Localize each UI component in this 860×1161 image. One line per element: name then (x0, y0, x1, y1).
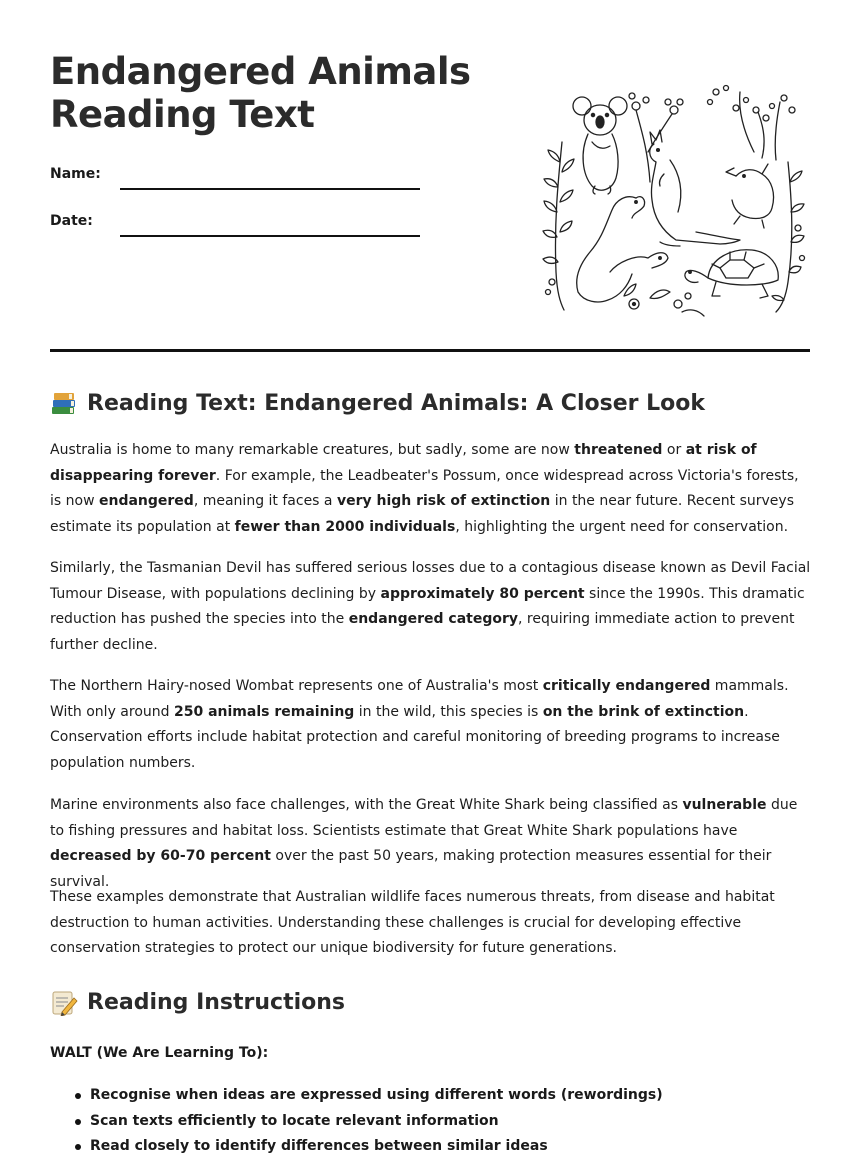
highlight-term: on the brink of extinction (542, 703, 745, 720)
learning-goal-item: Read closely to identify differences between similar ideas (50, 1134, 663, 1160)
date-write-line[interactable] (120, 235, 420, 237)
bilby-icon (726, 164, 774, 228)
left-vine-icon (543, 142, 574, 310)
paragraph-3: The Northern Hairy-nosed Wombat represents one of Australia's most critically endangered mammals. With only around 250 animals remaining in the wild, this species is on the brink of extinction. Conservation efforts include habitat protection and careful monitoring of breeding programs to increase population numbers. (50, 678, 789, 771)
title-line-2: Reading Text (50, 93, 315, 136)
flowering-tree-icon (708, 86, 796, 161)
kangaroo-icon (650, 130, 740, 246)
paragraph-5: These examples demonstrate that Australian wildlife faces numerous threats, from disease and habitat destruction to human activities. Understanding these challenges is crucial for developing effective conservation strategies to protect our unique biodiversity for future generations. (50, 889, 775, 957)
highlight-term: at risk of disappearing forever (50, 442, 757, 484)
learning-goal-item: Recognise when ideas are expressed using different words (rewordings) (50, 1083, 663, 1109)
bottom-flowers-icon (624, 284, 784, 316)
walt-label: WALT (We Are Learning To): (50, 1045, 269, 1061)
right-vine-icon (776, 162, 805, 312)
highlight-term: vulnerable (682, 797, 767, 813)
books-icon (50, 391, 78, 417)
endangered-animals-illustration (540, 82, 808, 320)
paragraph-2: Similarly, the Tasmanian Devil has suffered serious losses due to a contagious disease known as Devil Facial Tumour Disease, with populations declining by approximately 80 percent since the 1990s. This dramatic reduction has pushed the species into the endangered category, requiring immediate action to prevent further decline. (50, 560, 811, 653)
turtle-icon (685, 250, 778, 298)
reading-heading-text: Reading Text: Endangered Animals: A Closer Look (87, 391, 706, 416)
memo-icon (50, 990, 78, 1016)
date-field[interactable] (50, 213, 420, 237)
date-label: Date: (50, 213, 93, 229)
highlight-term: decreased by 60-70 percent (50, 848, 271, 865)
paragraph-4: Marine environments also face challenges, with the Great White Shark being classified as vulnerable due to fishing pressures and habitat loss. Scientists estimate that Great White Shark populations have decreased by 60-70 percent over the past 50 years, making protection measures essential for their survival. (50, 797, 798, 890)
learning-goal-item: Scan texts efficiently to locate relevant information (50, 1109, 663, 1135)
highlight-term: threatened (574, 442, 663, 458)
title-line-1: Endangered Animals (50, 50, 471, 93)
page-title (50, 50, 471, 136)
highlight-term: fewer than 2000 individuals (234, 518, 456, 535)
highlight-term: approximately 80 percent (380, 585, 585, 602)
name-field[interactable] (50, 166, 420, 190)
highlight-term: 250 animals remaining (173, 703, 355, 720)
header-divider (50, 349, 810, 352)
highlight-term: endangered (98, 493, 194, 510)
reading-instructions-heading (50, 989, 345, 1017)
paragraph-1: Australia is home to many remarkable creatures, but sadly, some are now threatened or at risk of disappearing forever. For example, the Leadbeater's Possum, once widespread across Victoria's forests, is now endangered, meaning it faces a very high risk of extinction in the near future. Recent surveys estimate its population at fewer than 2000 individuals, highlighting the urgent need for conservation. (50, 442, 799, 535)
name-write-line[interactable] (120, 188, 420, 190)
instructions-heading-text: Reading Instructions (87, 990, 346, 1015)
highlight-term: very high risk of extinction (336, 493, 551, 510)
reading-text-heading (50, 390, 705, 418)
name-label: Name: (50, 166, 101, 182)
koala-icon (573, 97, 627, 194)
learning-goals-list (50, 1083, 663, 1160)
highlight-term: endangered category (348, 611, 519, 628)
highlight-term: critically endangered (542, 678, 711, 694)
